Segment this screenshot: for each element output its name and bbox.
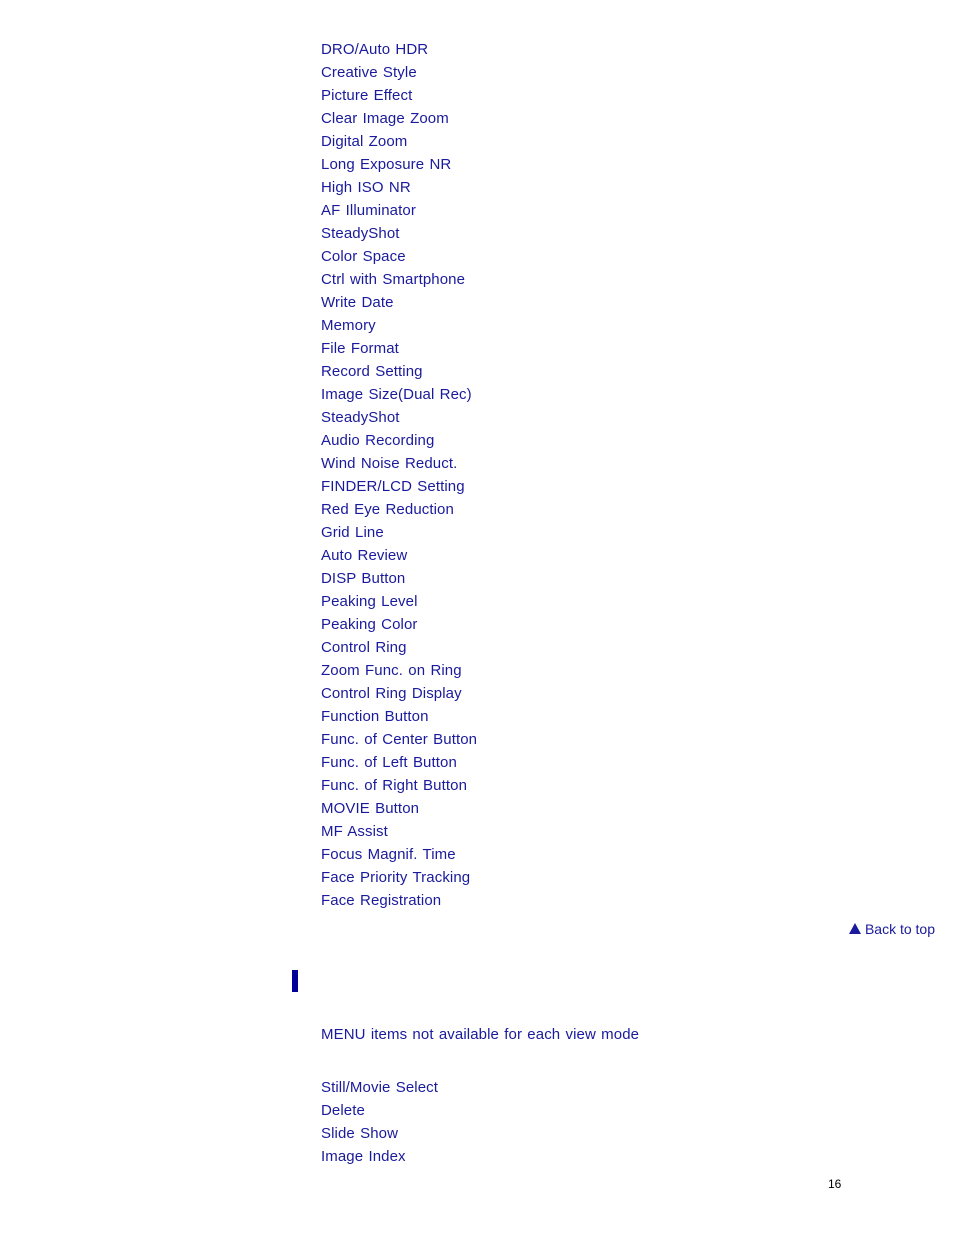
menu-item-link[interactable]: File Format bbox=[321, 340, 399, 357]
menu-item-link[interactable]: DRO/Auto HDR bbox=[321, 41, 429, 58]
menu-item-link[interactable]: Clear Image Zoom bbox=[321, 110, 449, 127]
back-to-top-link[interactable] bbox=[849, 921, 935, 937]
menu-item-link[interactable]: MOVIE Button bbox=[321, 800, 420, 817]
menu-item-link[interactable]: FINDER/LCD Setting bbox=[321, 478, 465, 495]
menu-item-link[interactable]: High ISO NR bbox=[321, 179, 411, 196]
up-triangle-icon bbox=[849, 923, 861, 934]
menu-item-link[interactable]: SteadyShot bbox=[321, 409, 400, 426]
menu-item-link[interactable]: Ctrl with Smartphone bbox=[321, 271, 466, 288]
menu-item-link[interactable]: Audio Recording bbox=[321, 432, 435, 449]
menu-item-link[interactable]: Func. of Left Button bbox=[321, 754, 457, 771]
menu-item-link[interactable]: Image Index bbox=[321, 1148, 406, 1165]
menu-item-link[interactable]: Still/Movie Select bbox=[321, 1079, 439, 1096]
menu-item-link[interactable]: Control Ring bbox=[321, 639, 407, 656]
menu-item-link[interactable]: Creative Style bbox=[321, 64, 417, 81]
menu-item-link[interactable]: Auto Review bbox=[321, 547, 408, 564]
menu-item-link[interactable]: Face Priority Tracking bbox=[321, 869, 471, 886]
menu-item-link[interactable]: Focus Magnif. Time bbox=[321, 846, 456, 863]
menu-item-link[interactable]: MF Assist bbox=[321, 823, 388, 840]
menu-item-link[interactable]: Func. of Right Button bbox=[321, 777, 468, 794]
menu-item-link[interactable]: Picture Effect bbox=[321, 87, 413, 104]
menu-item-link[interactable]: Write Date bbox=[321, 294, 394, 311]
menu-item-link[interactable]: DISP Button bbox=[321, 570, 406, 587]
menu-item-link[interactable]: Face Registration bbox=[321, 892, 442, 909]
menu-item-link[interactable]: Delete bbox=[321, 1102, 365, 1119]
menu-item-list bbox=[321, 38, 477, 912]
menu-item-link[interactable]: Func. of Center Button bbox=[321, 731, 478, 748]
menu-item-link[interactable]: SteadyShot bbox=[321, 225, 400, 242]
menu-item-link[interactable]: Wind Noise Reduct. bbox=[321, 455, 458, 472]
menu-item-link[interactable]: AF Illuminator bbox=[321, 202, 416, 219]
menu-item-link[interactable]: Control Ring Display bbox=[321, 685, 462, 702]
menu-item-link[interactable]: Digital Zoom bbox=[321, 133, 408, 150]
page-number: 16 bbox=[828, 1177, 842, 1191]
menu-item-link[interactable]: Long Exposure NR bbox=[321, 156, 452, 173]
menu-item-link[interactable]: Peaking Color bbox=[321, 616, 418, 633]
menu-item-link[interactable]: Function Button bbox=[321, 708, 429, 725]
menu-item-link[interactable]: Grid Line bbox=[321, 524, 384, 541]
menu-item-link[interactable]: Zoom Func. on Ring bbox=[321, 662, 462, 679]
menu-item-link[interactable]: Red Eye Reduction bbox=[321, 501, 454, 518]
menu-item-link[interactable]: Record Setting bbox=[321, 363, 423, 380]
menu-item-link[interactable]: Memory bbox=[321, 317, 376, 334]
menu-item-link[interactable]: Color Space bbox=[321, 248, 406, 265]
menu-item-link[interactable]: Image Size(Dual Rec) bbox=[321, 386, 472, 403]
view-mode-menu-link[interactable]: MENU items not available for each view mode bbox=[321, 1026, 640, 1043]
section-marker bbox=[292, 970, 298, 992]
view-mode-item-list bbox=[321, 1076, 438, 1168]
menu-item-link[interactable]: Peaking Level bbox=[321, 593, 418, 610]
back-to-top-label: Back to top bbox=[864, 921, 935, 937]
menu-item-link[interactable]: Slide Show bbox=[321, 1125, 399, 1142]
